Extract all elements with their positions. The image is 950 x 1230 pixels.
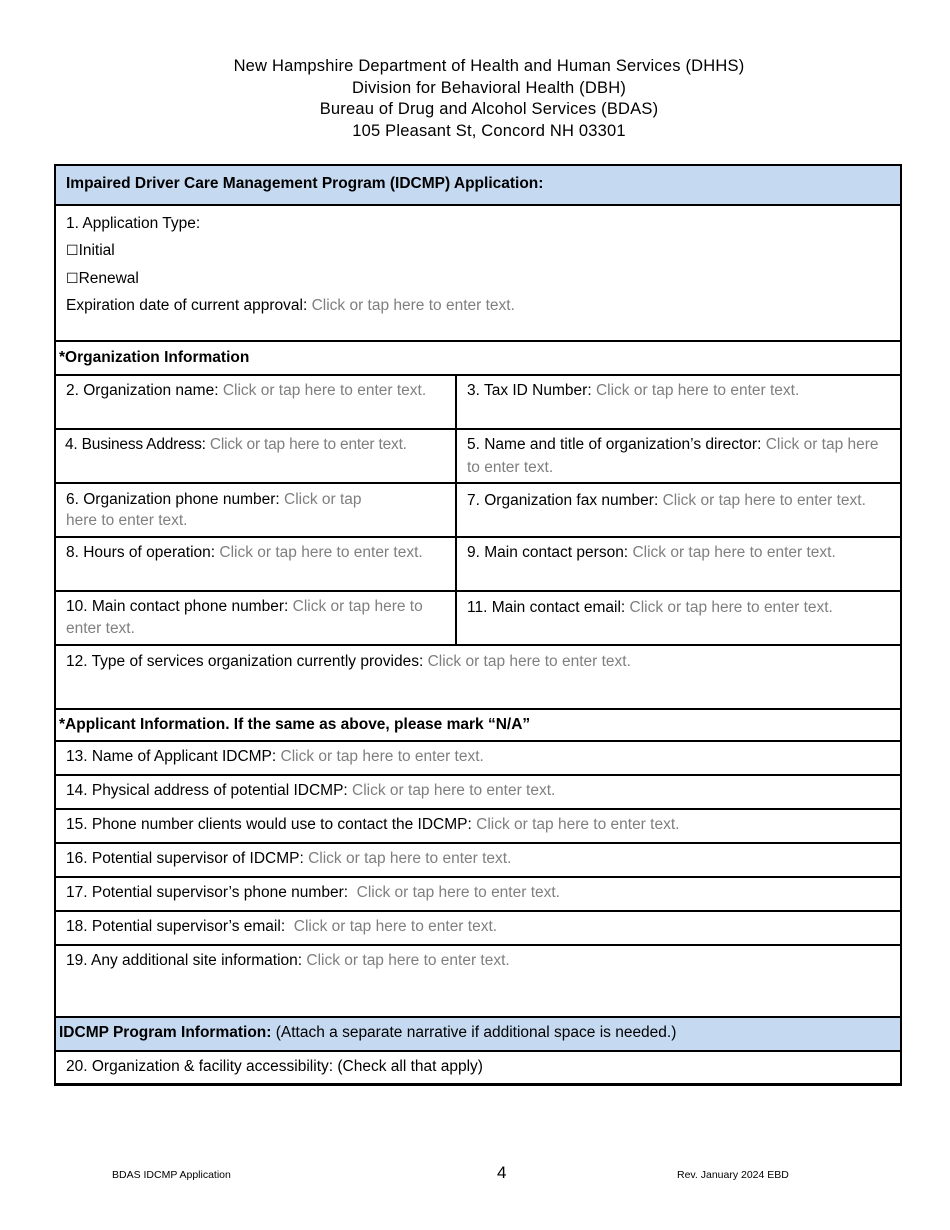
organization-name-label: 2. Organization name: — [66, 382, 219, 399]
expiration-date-field[interactable] — [66, 293, 890, 318]
physical-address-input[interactable]: Click or tap here to enter text. — [352, 782, 556, 799]
main-contact-field[interactable] — [457, 538, 900, 590]
footer-page-number: 4 — [497, 1163, 507, 1182]
director-label: 5. Name and title of organization’s director: — [467, 436, 762, 453]
services-input[interactable]: Click or tap here to enter text. — [427, 653, 631, 670]
checkbox-renewal[interactable]: ☐ — [66, 271, 79, 287]
physical-address-field[interactable] — [54, 774, 902, 810]
supervisor-email-label: 18. Potential supervisor’s email: — [66, 918, 286, 935]
application-type-section — [54, 204, 902, 342]
org-fax-field[interactable] — [457, 484, 900, 536]
accessibility-question: 20. Organization & facility accessibility: (Check all that apply) — [54, 1050, 902, 1086]
row-q2-q3 — [54, 374, 902, 430]
business-address-input[interactable]: Click or tap here to enter text. — [209, 436, 407, 453]
contact-email-input[interactable]: Click or tap here to enter text. — [629, 599, 833, 616]
contact-email-label: 11. Main contact email: — [467, 599, 626, 616]
program-section-header — [54, 1016, 902, 1052]
organization-name-field[interactable] — [56, 376, 457, 428]
supervisor-phone-input[interactable]: Click or tap here to enter text. — [356, 884, 560, 901]
hours-label: 8. Hours of operation: — [66, 544, 216, 561]
main-contact-label: 9. Main contact person: — [467, 544, 629, 561]
tax-id-input[interactable]: Click or tap here to enter text. — [595, 382, 800, 399]
applicant-name-label: 13. Name of Applicant IDCMP: — [66, 748, 277, 765]
supervisor-phone-field[interactable] — [54, 876, 902, 912]
site-info-label: 19. Any additional site information: — [66, 952, 303, 969]
tax-id-field[interactable] — [457, 376, 900, 428]
row-q8-q9 — [54, 536, 902, 592]
services-field[interactable] — [54, 644, 902, 710]
supervisor-email-field[interactable] — [54, 910, 902, 946]
row-q10-q11 — [54, 590, 902, 646]
client-phone-input[interactable]: Click or tap here to enter text. — [476, 816, 680, 833]
supervisor-input[interactable]: Click or tap here to enter text. — [308, 850, 512, 867]
checkbox-initial[interactable]: ☐ — [66, 243, 79, 259]
hours-field[interactable] — [56, 538, 457, 590]
footer-revision: Rev. January 2024 EBD — [677, 1169, 789, 1181]
supervisor-phone-label: 17. Potential supervisor’s phone number: — [66, 884, 349, 901]
page-header — [0, 56, 950, 142]
org-fax-input[interactable]: Click or tap here to enter text. — [662, 492, 866, 509]
org-fax-label: 7. Organization fax number: — [467, 492, 659, 509]
contact-phone-label: 10. Main contact phone number: — [66, 598, 289, 615]
site-info-field[interactable] — [54, 944, 902, 1018]
footer-doc-name: BDAS IDCMP Application — [112, 1169, 231, 1181]
form-title: Impaired Driver Care Management Program (IDCMP) Application: — [54, 164, 902, 206]
contact-phone-input[interactable]: Click or tap here to enter text. — [66, 598, 423, 637]
director-field[interactable] — [457, 430, 900, 482]
option-initial[interactable] — [66, 237, 890, 265]
program-section-title: IDCMP Program Information: — [59, 1024, 272, 1041]
applicant-section-header: *Applicant Information. If the same as above, please mark “N/A” — [54, 708, 902, 742]
header-department: New Hampshire Department of Health and Human Services (DHHS) — [233, 57, 745, 75]
organization-section-header: *Organization Information — [54, 340, 902, 376]
applicant-name-field[interactable] — [54, 740, 902, 776]
contact-email-field[interactable] — [457, 592, 900, 644]
business-address-field[interactable] — [56, 430, 457, 482]
director-input[interactable]: Click or tap here to enter text. — [467, 436, 879, 476]
supervisor-email-input[interactable]: Click or tap here to enter text. — [293, 918, 498, 935]
physical-address-label: 14. Physical address of potential IDCMP: — [66, 782, 348, 799]
org-phone-input[interactable]: Click or tap here to enter text. — [66, 491, 362, 529]
row-q6-q7 — [54, 482, 902, 538]
option-initial-label: Initial — [78, 242, 115, 259]
program-section-note: (Attach a separate narrative if additional space is needed.) — [275, 1024, 677, 1041]
supervisor-label: 16. Potential supervisor of IDCMP: — [66, 850, 304, 867]
tax-id-label: 3. Tax ID Number: — [467, 382, 592, 399]
header-bureau: Bureau of Drug and Alcohol Services (BDAS) — [319, 100, 659, 118]
hours-input[interactable]: Click or tap here to enter text. — [219, 544, 423, 561]
header-division: Division for Behavioral Health (DBH) — [351, 78, 627, 97]
row-q4-q5 — [54, 428, 902, 484]
option-renewal[interactable] — [66, 265, 890, 293]
contact-phone-field[interactable] — [56, 592, 457, 644]
organization-name-input[interactable]: Click or tap here to enter text. — [222, 382, 427, 399]
site-info-input[interactable]: Click or tap here to enter text. — [306, 952, 510, 969]
business-address-label: 4. Business Address: — [65, 436, 206, 453]
expiration-date-label: Expiration date of current approval: — [66, 297, 308, 314]
services-label: 12. Type of services organization currently provides: — [66, 653, 424, 670]
option-renewal-label: Renewal — [78, 270, 139, 287]
org-phone-label: 6. Organization phone number: — [66, 491, 280, 508]
main-contact-input[interactable]: Click or tap here to enter text. — [632, 544, 836, 561]
org-phone-field[interactable] — [56, 484, 457, 536]
application-type-label: 1. Application Type: — [66, 215, 201, 232]
expiration-date-input[interactable]: Click or tap here to enter text. — [311, 297, 515, 314]
client-phone-field[interactable] — [54, 808, 902, 844]
supervisor-field[interactable] — [54, 842, 902, 878]
client-phone-label: 15. Phone number clients would use to contact the IDCMP: — [66, 816, 472, 833]
header-address: 105 Pleasant St, Concord NH 03301 — [352, 121, 626, 140]
applicant-name-input[interactable]: Click or tap here to enter text. — [280, 748, 484, 765]
